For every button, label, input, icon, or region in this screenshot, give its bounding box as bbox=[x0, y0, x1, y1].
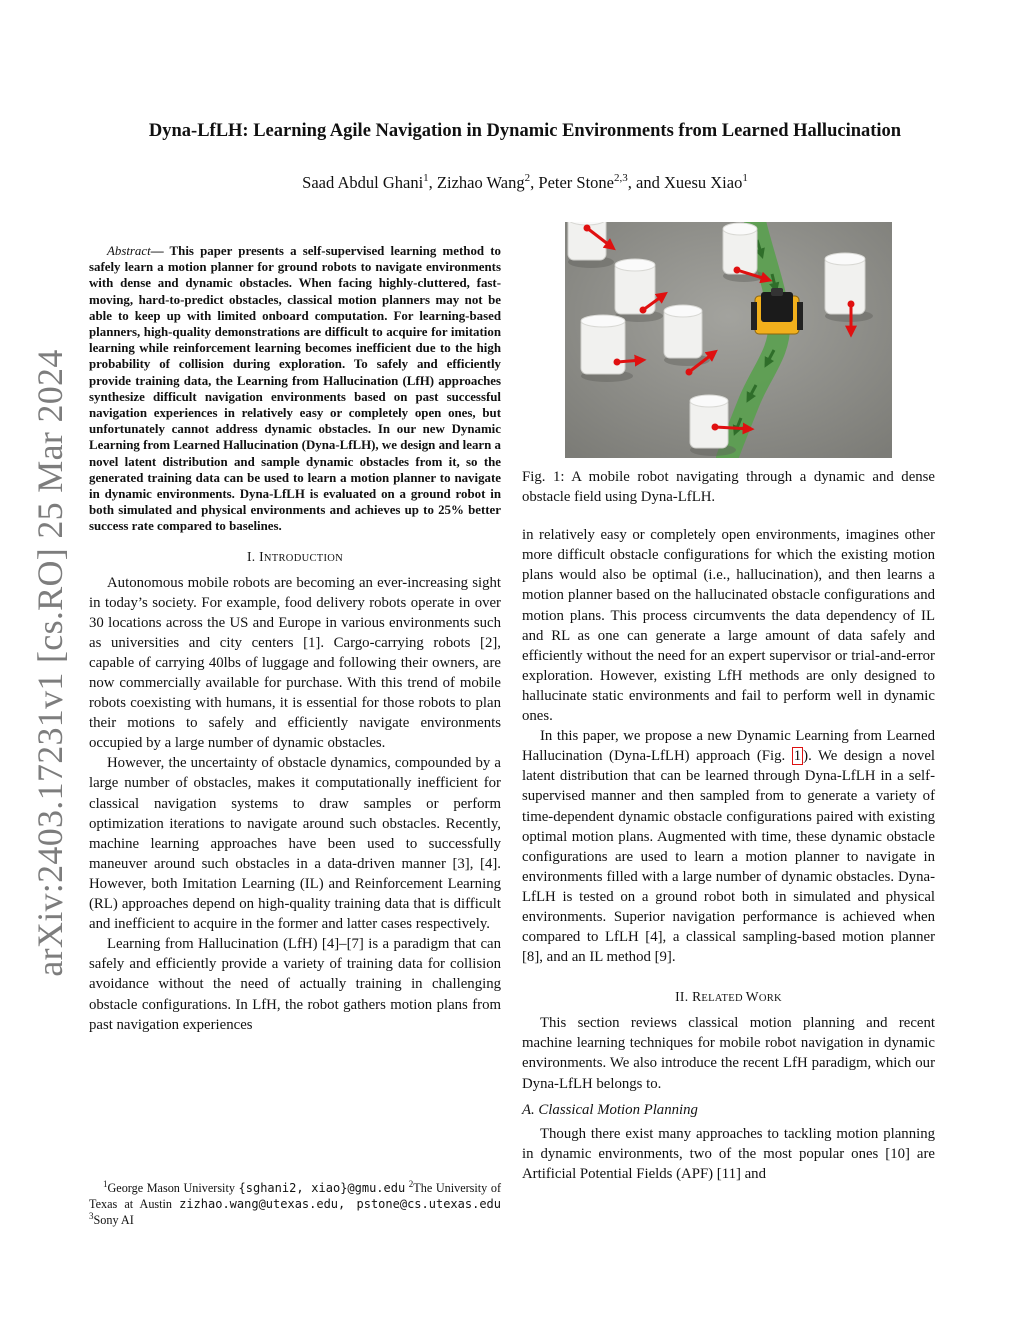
right-column bbox=[522, 222, 935, 1184]
section-title-initial: I bbox=[259, 548, 264, 564]
section-title-initial: R bbox=[692, 989, 702, 1005]
footnote-mark: 1 bbox=[103, 1179, 108, 1189]
paragraph-text: ). We design a novel latent distribution that can be learned through Dyna-LfLH in a self-supervised manner and then sampled from to generate a variety of time-dependent dynamic obstacle configurations paired with existing optimal motion plans. Augmented with time, these dynamic obstacle configurations are used to learn a motion planner to navigate in environments filled with a large number of dynamic obstacles. Dyna-LfLH is tested on a ground robot both in simulated and physical environments. Superior navigation performance is achieved when compared to LfLH [4], a classical sampling-based motion planner [8], and an IL method [9]. bbox=[522, 748, 935, 966]
figure-1-caption: Fig. 1: A mobile robot navigating through a dynamic and dense obstacle field using Dyna-LfLH. bbox=[522, 469, 935, 506]
subsection-heading: A. Classical Motion Planning bbox=[522, 1101, 698, 1118]
footnote-email: zizhao.wang@utexas.edu, pstone@cs.utexas.edu bbox=[179, 1197, 501, 1211]
body-paragraph: Though there exist many approaches to tackling motion planning in dynamic environments, two of the most popular ones [10] are Artificial Potential Fields (APF) [11] and bbox=[522, 1125, 935, 1182]
intro-paragraph: Autonomous mobile robots are becoming an ever-increasing sight in today’s society. For example, food delivery robots operate in over 30 locations across the US and Europe in various environments such as universities and city centers [1]. Cargo-carrying robots [2], capable of carrying 40lbs of luggage and following their owners, are now commercially available for purchase. With this trend of mobile robots coexisting with humans, it is essential for those robots to plan their motions to safely and efficiently navigate environments occupied by a large number of dynamic obstacles. bbox=[89, 574, 501, 752]
paragraph-text: In this paper, we propose a new Dynamic Learning from Learned Hallucination (Dyna-LfLH) approach (Fig. bbox=[522, 728, 935, 765]
arxiv-identifier-stamp: arXiv:2403.17231v1 [cs.RO] 25 Mar 2024 bbox=[30, 349, 70, 977]
footnote-email: {sghani2, xiao}@gmu.edu bbox=[238, 1181, 406, 1195]
footnote-affiliation: Sony AI bbox=[93, 1213, 134, 1227]
author-affiliation-mark: 1 bbox=[423, 172, 429, 184]
left-column bbox=[89, 230, 501, 1035]
author-name: Saad Abdul Ghani bbox=[302, 173, 424, 192]
body-paragraph bbox=[522, 726, 935, 967]
obstacle-center-dot bbox=[584, 225, 591, 232]
figure-reference-link[interactable]: 1 bbox=[793, 748, 802, 765]
affiliation-footnote bbox=[89, 1180, 501, 1228]
author-name: , Peter Stone bbox=[530, 173, 615, 192]
footnote-affiliation: George Mason University bbox=[107, 1181, 239, 1195]
obstacle-cylinder bbox=[581, 315, 633, 382]
footnote-affiliation: The University of Texas at Austin bbox=[89, 1181, 502, 1211]
intro-paragraph: However, the uncertainty of obstacle dynamics, compounded by a large number of obstacles, makes it computationally inefficient for classical navigation systems to draw samples or perform optimization iterations to navigate around such obstacles. Recently, machine learning approaches have been used to successfully maneuver around such obstacles in a data-driven manner [3], [4]. However, both Imitation Learning (IL) and Reinforcement Learning (RL) approaches depend on high-quality training data that is difficult and inefficient to acquire in the former and latter cases respectively. bbox=[89, 755, 501, 933]
section-heading-related-work bbox=[522, 989, 935, 1005]
section-numeral: I. bbox=[246, 548, 260, 564]
figure-1-photo bbox=[565, 222, 892, 458]
abstract-dash: — bbox=[150, 243, 170, 258]
section-title-rest: ORK bbox=[758, 993, 782, 1005]
section-numeral: II. bbox=[675, 989, 693, 1005]
robot-top bbox=[761, 292, 793, 322]
obstacle-center-dot bbox=[686, 369, 693, 376]
author-name: , and Xuesu Xiao bbox=[627, 173, 743, 192]
obstacle-center-dot bbox=[848, 301, 855, 308]
obstacle-center-dot bbox=[734, 267, 741, 274]
section-heading-introduction bbox=[89, 549, 501, 565]
section-title-initial: W bbox=[745, 989, 759, 1005]
author-list bbox=[60, 172, 990, 194]
velocity-arrow bbox=[617, 360, 643, 362]
section-title-rest: ELATED bbox=[701, 993, 746, 1005]
obstacle-center-dot bbox=[712, 424, 719, 431]
robot-wheel bbox=[797, 302, 803, 330]
velocity-arrow bbox=[715, 427, 751, 429]
abstract-label: Abstract bbox=[107, 243, 151, 258]
obstacle-center-dot bbox=[614, 359, 621, 366]
obstacle-center-dot bbox=[640, 307, 647, 314]
footnote-mark: 2 bbox=[408, 1179, 414, 1189]
section-title-rest: NTRODUCTION bbox=[263, 552, 344, 564]
body-paragraph: in relatively easy or completely open environments, imagines other more difficult obstacle configurations for which the existing motion plans would also be optimal (i.e., hallucination), and then learns a motion planner based on the hallucinated obstacle configurations and motion plans. This process circumvents the data dependency of IL and RL as one can generate a large amount of data safely and efficiently without the need for an expert supervisor or trial-and-error exploration. However, existing LfH methods are only designed to hallucinate static environments and fail to perform well in dynamic ones. bbox=[522, 527, 935, 725]
body-paragraph: This section reviews classical motion planning and recent machine learning techniques for mobile robot navigation in dynamic environments. We also introduce the recent LfH paradigm, which our Dyna-LfLH belongs to. bbox=[522, 1015, 935, 1092]
paper-title: Dyna-LfLH: Learning Agile Navigation in Dynamic Environments from Learned Hallucination bbox=[148, 121, 902, 141]
author-affiliation-mark: 2 bbox=[524, 172, 531, 184]
robot-scene-illustration bbox=[565, 222, 892, 458]
footnote-mark: 3 bbox=[89, 1211, 94, 1221]
author-affiliation-mark: 2,3 bbox=[614, 172, 628, 184]
abstract bbox=[89, 243, 501, 535]
robot-wheel bbox=[751, 302, 757, 330]
author-name: , Zizhao Wang bbox=[428, 173, 525, 192]
abstract-text: This paper presents a self-supervised learning method to safely learn a motion planner for ground robots to navigate environments with dense and dynamic obstacles. When facing highly-cluttered, fast-moving, hard-to-predict obstacles, classical motion planners may not be able to keep up with limited onboard computation. For learning-based planners, high-quality demonstrations are difficult to acquire for imitation learning while reinforcement learning becomes inefficient due to the high probability of collision during exploration. To safely and efficiently provide training data, the Learning from Hallucination (LfH) approaches synthesize difficult navigation environments based on past successful navigation experiences in relatively easy or completely open ones, but unfortunately cannot address dynamic obstacles. In our new Dynamic Learning from Learned Hallucination (Dyna-LfLH), we design and learn a novel latent distribution and sample dynamic obstacles from it, so the generated training data can be used to learn a motion planner to navigate in dynamic environments. Dyna-LfLH is evaluated on a ground robot in both simulated and physical environments and achieves up to 25% better success rate compared to baselines. bbox=[89, 243, 502, 534]
intro-paragraph: Learning from Hallucination (LfH) [4]–[7] is a paradigm that can safely and efficiently provide a variety of training data for collision avoidance without the need of actually training in challenging obstacle configurations. In LfH, the robot gathers motion plans from past navigation experiences bbox=[89, 936, 501, 1033]
author-affiliation-mark: 1 bbox=[742, 172, 748, 184]
robot-sensor bbox=[771, 288, 783, 296]
